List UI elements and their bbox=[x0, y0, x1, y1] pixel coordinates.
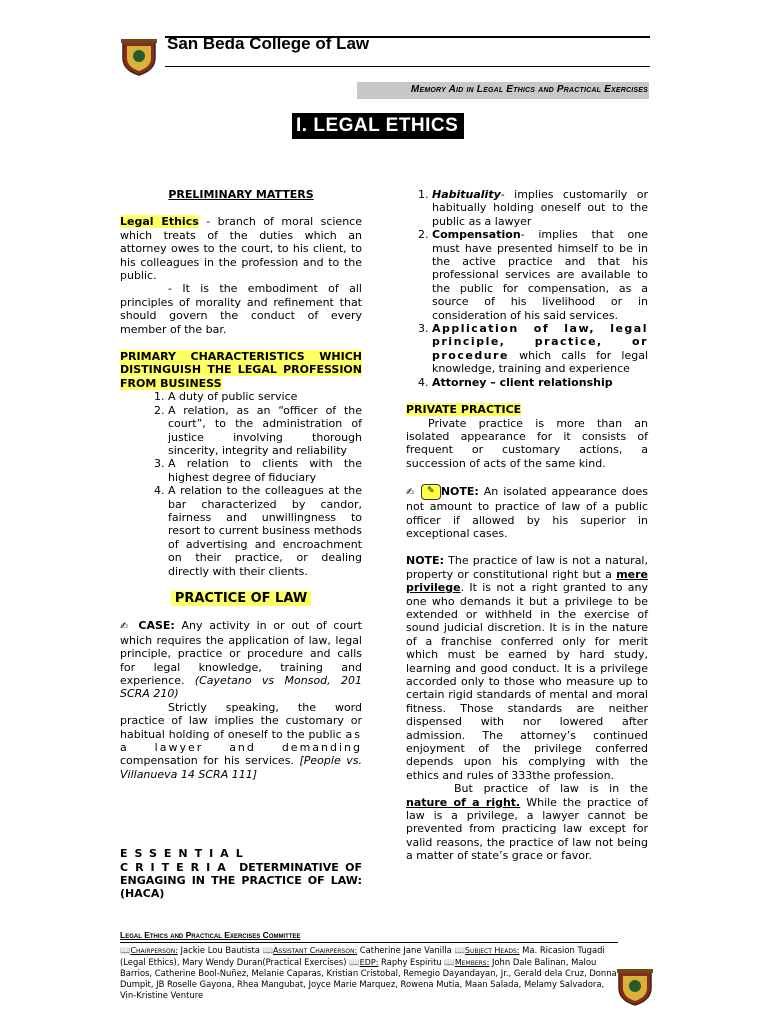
committee-title: Legal Ethics and Practical Exercises Committee bbox=[120, 930, 301, 940]
haca-term: Habituality bbox=[432, 188, 501, 201]
footer-credits bbox=[120, 930, 620, 1002]
chair-label: Chairperson: bbox=[130, 946, 178, 956]
case-paragraph bbox=[120, 619, 362, 700]
edp-name: Raphy Espiritu bbox=[378, 956, 445, 967]
primary-heading: PRIMARY CHARACTERISTICS WHICH DISTINGUISH THE LEGAL PROFESSION FROM BUSINESS bbox=[120, 350, 362, 390]
nature-of-right-text: nature of a right. bbox=[406, 795, 521, 809]
legal-ethics-paragraph bbox=[120, 215, 362, 282]
list-item: 3. A relation to clients with the highest degree of fiduciary bbox=[168, 457, 362, 484]
note-privilege bbox=[406, 554, 648, 782]
practice-heading: PRACTICE OF LAW bbox=[171, 591, 311, 606]
haca-text: which calls for legal knowledge, training and experience bbox=[432, 348, 648, 376]
right-of-nature-paragraph bbox=[406, 782, 648, 862]
note-text: The practice of law is not a natural, property or constitutional right but a bbox=[406, 554, 648, 581]
case-text: Any activity in or out of court which requires the application of law, legal principle, practice or procedure and calls for legal knowledge, training and experience. bbox=[120, 619, 362, 687]
but-text: But practice of law is in the bbox=[454, 782, 648, 796]
members-label: Members: bbox=[454, 957, 490, 967]
haca-term: Application of law, legal principle, practice, or procedure bbox=[432, 322, 648, 362]
essential-rest: DETERMINATIVE OF ENGAGING IN THE PRACTICE OF LAW: (HACA) bbox=[120, 860, 362, 901]
haca-term: Compensation bbox=[432, 228, 521, 242]
note-text: An isolated appearance does not amount to practice of law of a public officer if allowed by his superior in exceptional cases. bbox=[406, 485, 648, 540]
haca-term: Attorney – client relationship bbox=[432, 375, 613, 389]
preliminary-heading: PRELIMINARY MATTERS bbox=[168, 188, 314, 201]
but-text-end: While the practice of law is a privilege, a lawyer cannot be prevented from practicing law except for valid reasons, the practice of law not being a matter of state’s grace or favor. bbox=[406, 795, 648, 863]
haca-list bbox=[406, 188, 648, 389]
book-icon: 📖 bbox=[349, 956, 360, 967]
note-text-continued: . It is not a right granted to any one who demands it but a privilege to be extended or withheld in the exercise of sound judicial discretion. It is in the nature of a franchise conferred only for merit which must be earned by hard study, learning and good conduct. It is a privilege accorded only to those who measure up to certain rigid standards of mental and moral fitness. Those standards are neither dispensed with nor lowered after admission. The attorney’s continued enjoyment of the privilege conferred depends upon his complying with the ethics and rules of 333the profession. bbox=[406, 581, 648, 782]
members-names: John Dale Balinan, Malou Barrios, Catherine Bool-Nuñez, Melanie Caparas, Kristian Cristobal, Remegio Dayandayan, Jr., Gerald dela Cruz, Donna Dumpit, JB Roselle Gayona, Rhea Mangubat, Joyce Marie Marquez, Rowena Mutia, Maan Salada, Melamy Salvadora, Vin-Kristine Venture bbox=[120, 956, 617, 1001]
pen-icon: ✍ bbox=[120, 621, 132, 633]
note-isolated bbox=[406, 484, 648, 540]
essential-heading bbox=[120, 847, 362, 901]
school-seal-logo bbox=[120, 36, 158, 76]
book-icon: 📖 bbox=[120, 945, 131, 956]
legal-ethics-definition: - branch of moral science which treats of the duties which an attorney owes to the court, to his client, to his colleagues in the profession and to the public. bbox=[120, 215, 362, 283]
private-paragraph: Private practice is more than an isolated appearance for it consists of frequent or customary actions, a succession of acts of the same kind. bbox=[406, 416, 648, 470]
primary-heading-wrap bbox=[120, 350, 362, 390]
memo-subtitle: Memory Aid in Legal Ethics and Practical Exercises bbox=[410, 84, 648, 95]
private-heading: PRIVATE PRACTICE bbox=[406, 403, 522, 417]
book-icon: 📖 bbox=[454, 945, 465, 956]
case-citation: (Cayetano vs Monsod, 201 SCRA 210) bbox=[120, 674, 362, 701]
school-name: San Beda College of Law bbox=[167, 34, 370, 53]
private-heading-wrap bbox=[406, 403, 648, 416]
list-item bbox=[432, 188, 648, 228]
embodiment-paragraph: - It is the embodiment of all principles of morality and refinement that should govern the conduct of every member of the bar. bbox=[120, 282, 362, 336]
committee-members bbox=[120, 945, 620, 1001]
asst-name: Catherine Jane Vanilla bbox=[357, 945, 455, 956]
strictly-spread-text: as a lawyer and demanding bbox=[120, 727, 362, 755]
list-item: 4. A relation to the colleagues at the bar characterized by candor, fairness and unwillingness to resort to current business methods of advertising and encroachment on their practice, or dealing directly with their clients. bbox=[168, 484, 362, 578]
pen-icon: ✍ bbox=[406, 487, 416, 499]
strictly-paragraph bbox=[120, 701, 362, 781]
list-item: 1. A duty of public service bbox=[168, 390, 362, 403]
list-item bbox=[432, 322, 648, 376]
essential-spaced: ESSENTIAL CRITERIA bbox=[120, 847, 250, 874]
page-title: I. LEGAL ETHICS bbox=[292, 113, 464, 139]
legal-ethics-term: Legal Ethics bbox=[120, 215, 199, 229]
list-item: 2. A relation, as an “officer of the court”, to the administration of justice involving thorough sincerity, integrity and reliability bbox=[168, 404, 362, 458]
list-item bbox=[432, 376, 648, 389]
list-item bbox=[432, 228, 648, 322]
strictly-text-end: compensation for his services. bbox=[120, 754, 300, 768]
footer-rule bbox=[120, 942, 618, 943]
book-icon: 📖 bbox=[262, 945, 274, 956]
note-label: NOTE: bbox=[406, 554, 444, 568]
primary-list bbox=[120, 390, 362, 578]
strictly-text: Strictly speaking, the word practice of law implies the customary or habitual holding of oneself to the public bbox=[120, 700, 362, 741]
haca-text: - implies that one must have presented himself to be in the active practice and that his professional services are available to the public for compensation, as a source of his livelihood or in consideration of his said services. bbox=[432, 228, 648, 322]
right-column bbox=[406, 188, 648, 863]
edp-label: EDP: bbox=[359, 957, 379, 967]
school-seal-logo-footer bbox=[616, 966, 654, 1006]
subject-names: Ma. Ricasion Tugadi (Legal Ethics), Mary Wendy Duran(Practical Exercises) bbox=[120, 945, 605, 967]
subject-label: Subject Heads: bbox=[464, 946, 520, 956]
book-icon: 📖 bbox=[444, 956, 455, 967]
header-rule bbox=[165, 66, 650, 67]
left-column bbox=[120, 188, 362, 901]
mere-privilege-text: mere privilege bbox=[406, 567, 648, 595]
comment-icon[interactable]: ✎ bbox=[421, 484, 441, 500]
case-label: CASE: bbox=[138, 619, 175, 633]
strictly-citation: [People vs. Villanueva 14 SCRA 111] bbox=[120, 754, 362, 781]
chair-name: Jackie Lou Bautista bbox=[177, 945, 263, 956]
note-label: NOTE: bbox=[440, 485, 479, 499]
asst-label: Assistant Chairperson: bbox=[273, 946, 358, 956]
haca-text: - implies customarily or habitually holding oneself out to the public as a lawyer bbox=[432, 188, 648, 228]
practice-heading-wrap bbox=[120, 592, 362, 605]
